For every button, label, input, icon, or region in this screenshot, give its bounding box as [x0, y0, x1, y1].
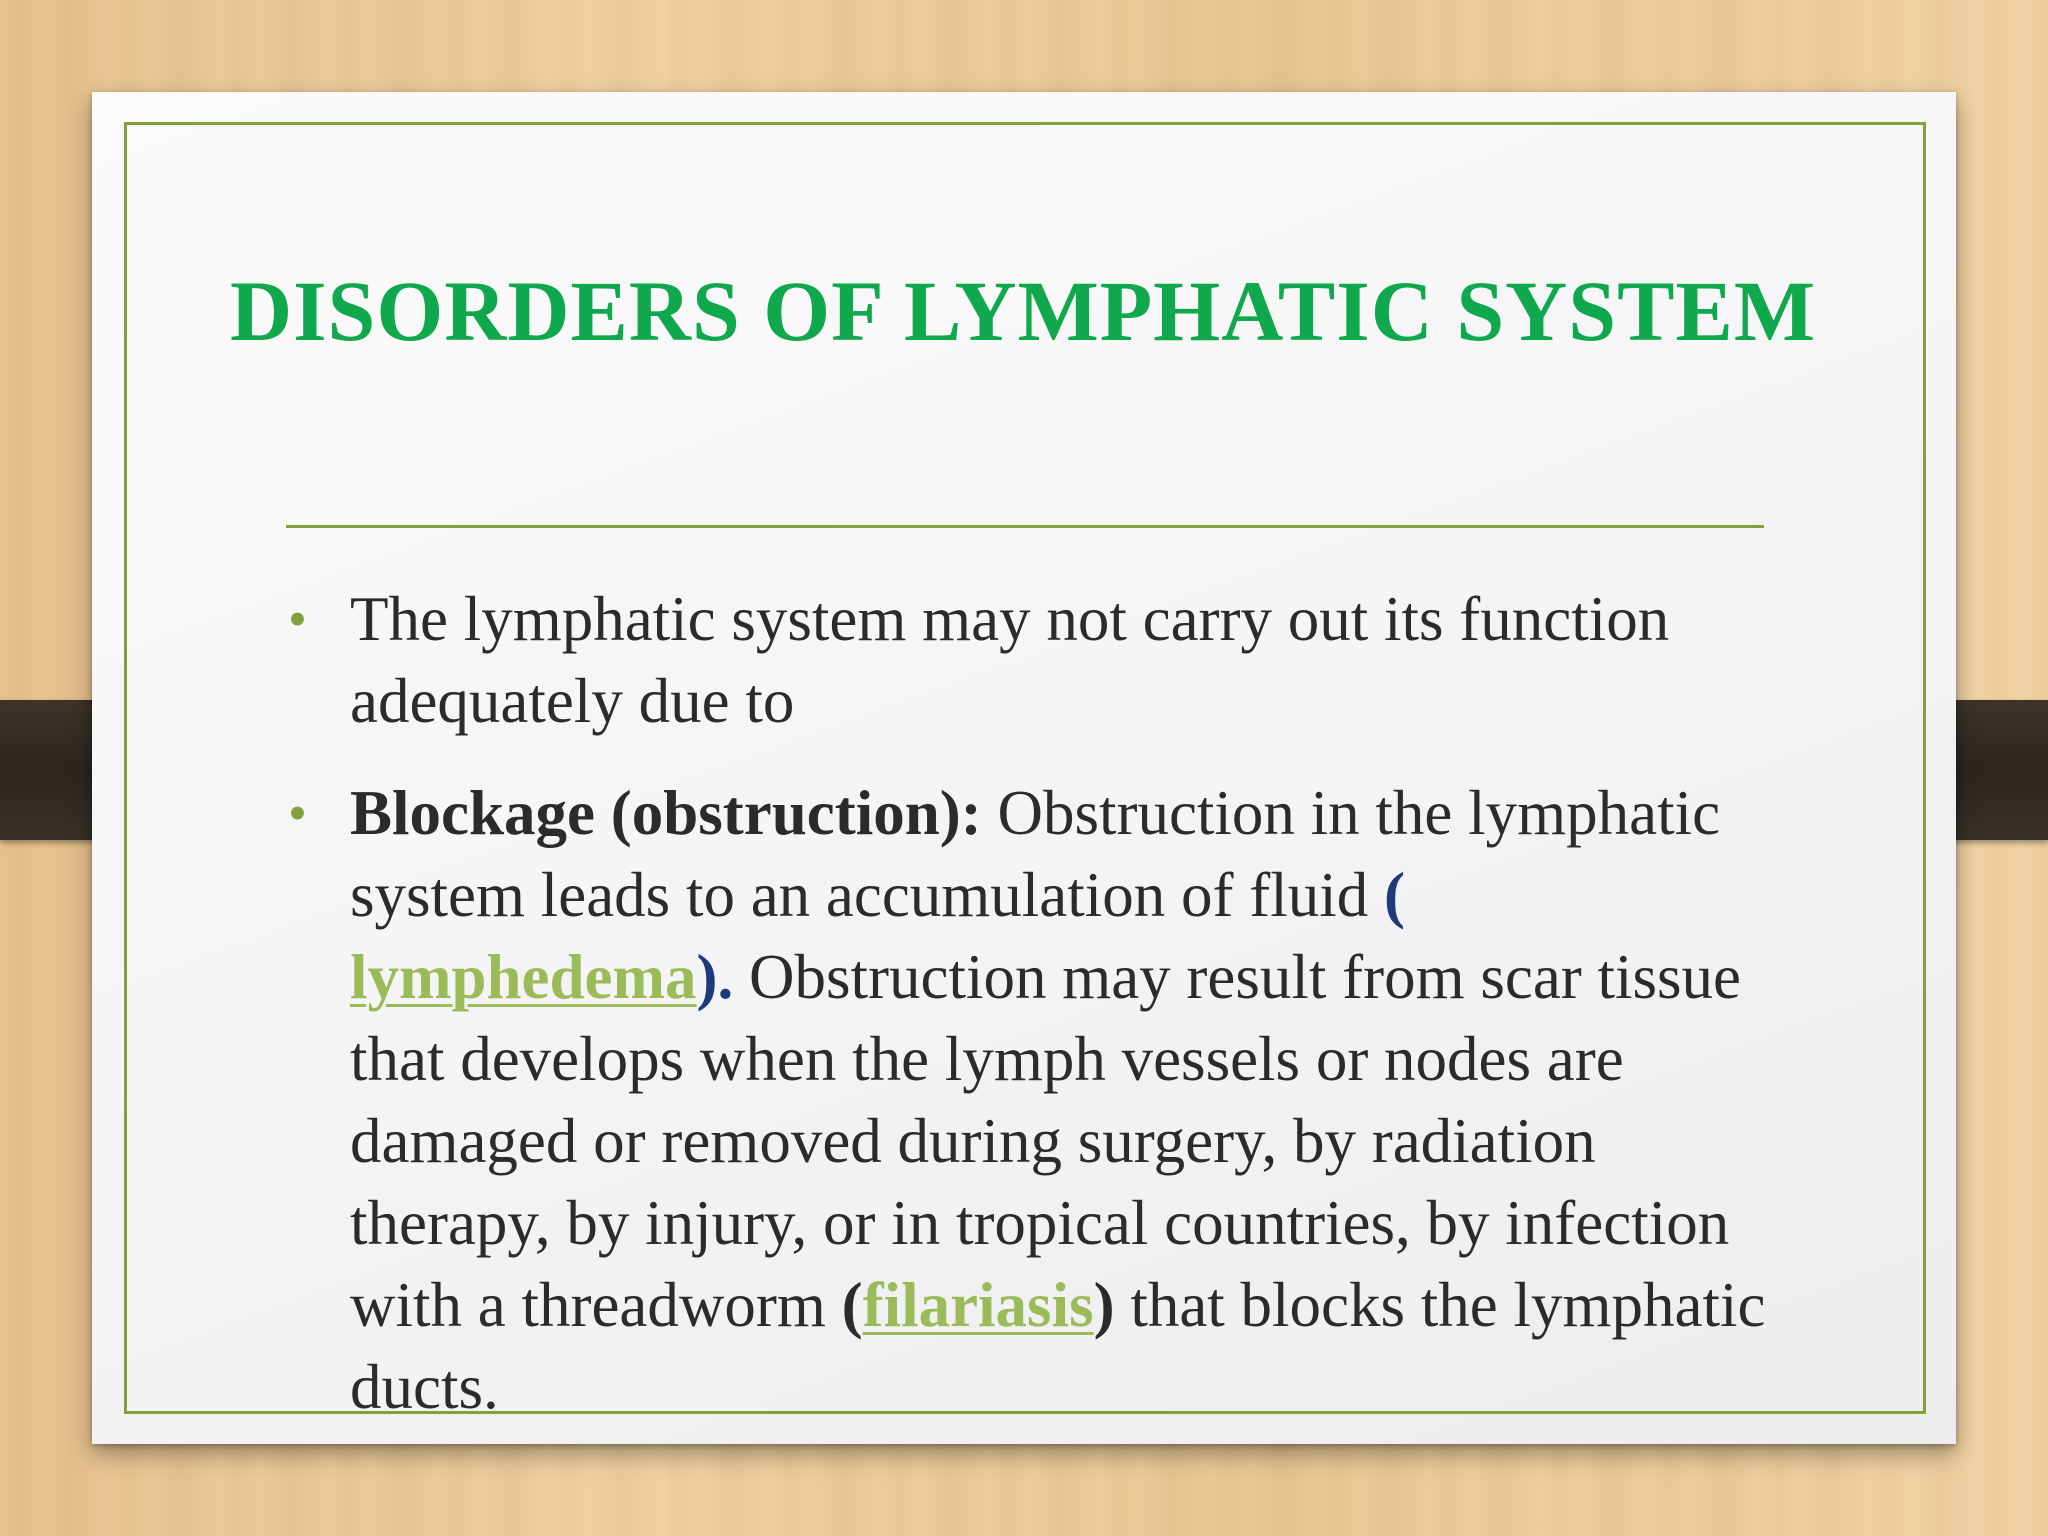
bullet-text-c: that blocks the lymphatic ducts. [350, 1270, 1766, 1422]
slide-body [286, 578, 1786, 1458]
bullet-heading: Blockage (obstruction): [350, 778, 982, 848]
lymphedema-link[interactable]: lymphedema [350, 942, 697, 1012]
slide-title: DISORDERS OF LYMPHATIC SYSTEM [229, 263, 1817, 359]
close-paren: ). [696, 942, 734, 1012]
bullet-text-b: Obstruction may result from scar tissue that develops when the lymph vessels or nodes are damaged or removed during surgery, by radiation therapy, by injury, or in tropical countries, by infection with a threadworm [350, 942, 1742, 1340]
bullet-item-2 [286, 772, 1786, 1428]
open-paren: ( [1384, 860, 1405, 930]
bullet-text-a: Obstruction in the lymphatic system leads to an accumulation of fluid [350, 778, 1721, 930]
bullet-item-1 [286, 578, 1786, 742]
open-paren-2: ( [841, 1270, 863, 1340]
filariasis-link[interactable]: filariasis [862, 1270, 1094, 1340]
title-divider [286, 525, 1764, 528]
bullet-icon: • [288, 783, 307, 843]
bullet-text: The lymphatic system may not carry out its function adequately due to [350, 584, 1670, 736]
bullet-icon: • [288, 589, 307, 649]
close-paren-2: ) [1093, 1270, 1115, 1340]
